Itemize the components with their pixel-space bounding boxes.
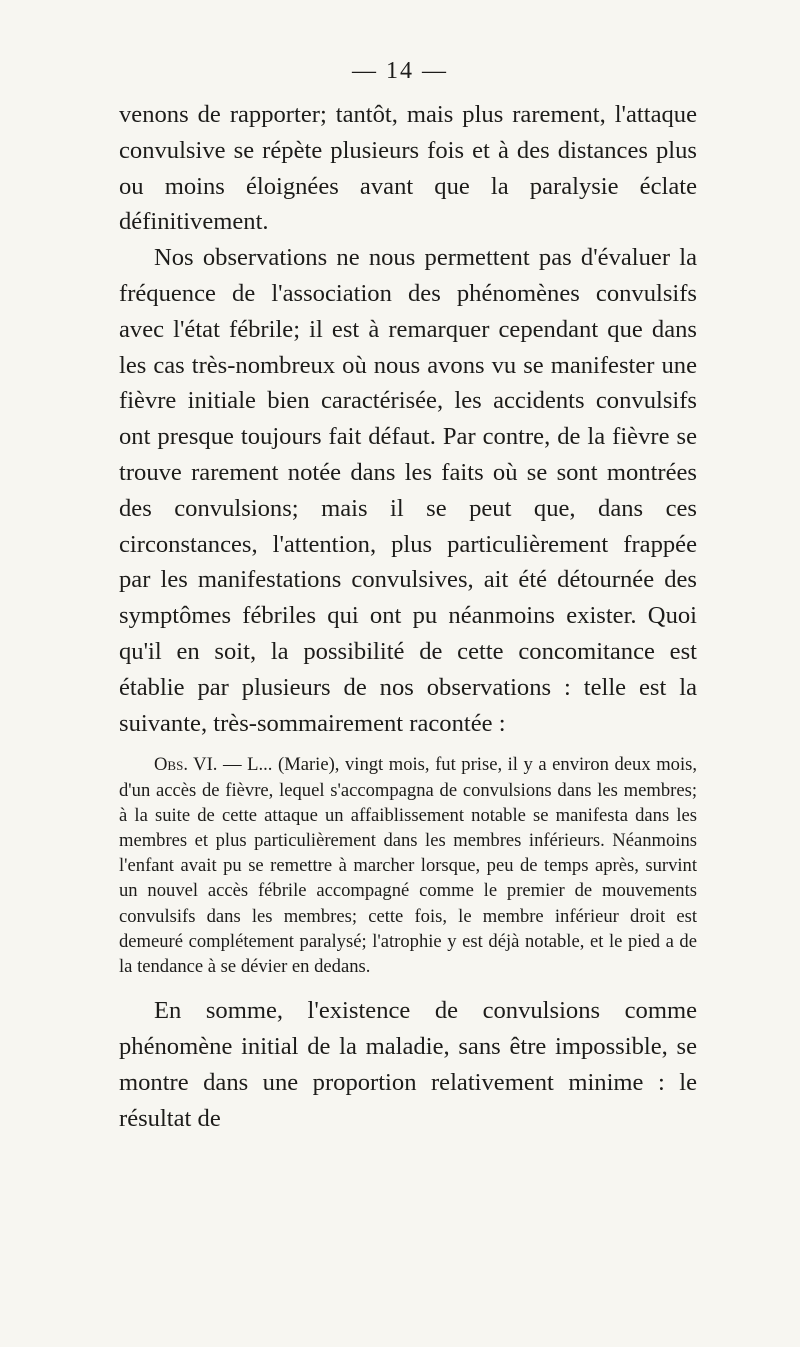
paragraph-observations-frequency: Nos observations ne nous permettent pas d'évaluer la fréquence de l'association des phénomènes convulsifs avec l'état fébrile; il est à remarquer cependant que dans les cas très-nombreux où nous avons vu se manifester une fièvre initiale bien caractérisée, les accidents convulsifs ont presque toujours fait défaut. Par contre, de la fièvre se trouve rarement notée dans les faits où se sont montrées des convulsions; mais il se peut que, dans ces circonstances, l'attention, plus particulièrement frappée par les manifestations convulsives, ait été détournée des symptômes fébriles qui ont pu néanmoins exister. Quoi qu'il en soit, la possibilité de cette concomitance est établie par plusieurs de nos observations : telle est la suivante, très-sommairement racontée : — [119, 244, 697, 737]
page-body — [119, 97, 697, 1136]
observation-label: Obs. VI. — [154, 754, 218, 776]
observation-vi — [119, 752, 697, 979]
paragraph-continuation: venons de rapporter; tantôt, mais plus rarement, l'attaque convulsive se répète plusieurs fois et à des distances plus ou moins éloignées avant que la paralysie éclate définitivement. — [119, 101, 697, 236]
paragraph-conclusion: En somme, l'existence de convulsions comme phénomène initial de la maladie, sans être impossible, se montre dans une proportion relativement minime : le résultat de — [119, 997, 697, 1132]
observation-text: — L... (Marie), vingt mois, fut prise, il y a environ deux mois, d'un accès de fièvre, lequel s'accompagna de convulsions dans les membres; à la suite de cette attaque un affaiblissement notable se manifesta dans les membres et plus particulièrement dans les membres inférieurs. Néanmoins l'enfant avait pu se remettre à marcher lorsque, peu de temps après, survint un nouvel accès fébrile accompagné comme le premier de mouvements convulsifs dans les membres; cette fois, le membre inférieur droit est demeuré complétement paralysé; l'atrophie y est déjà notable, et le pied a de la tendance à se dévier en dedans. — [119, 754, 698, 977]
page-number: — 14 — — [352, 58, 448, 84]
